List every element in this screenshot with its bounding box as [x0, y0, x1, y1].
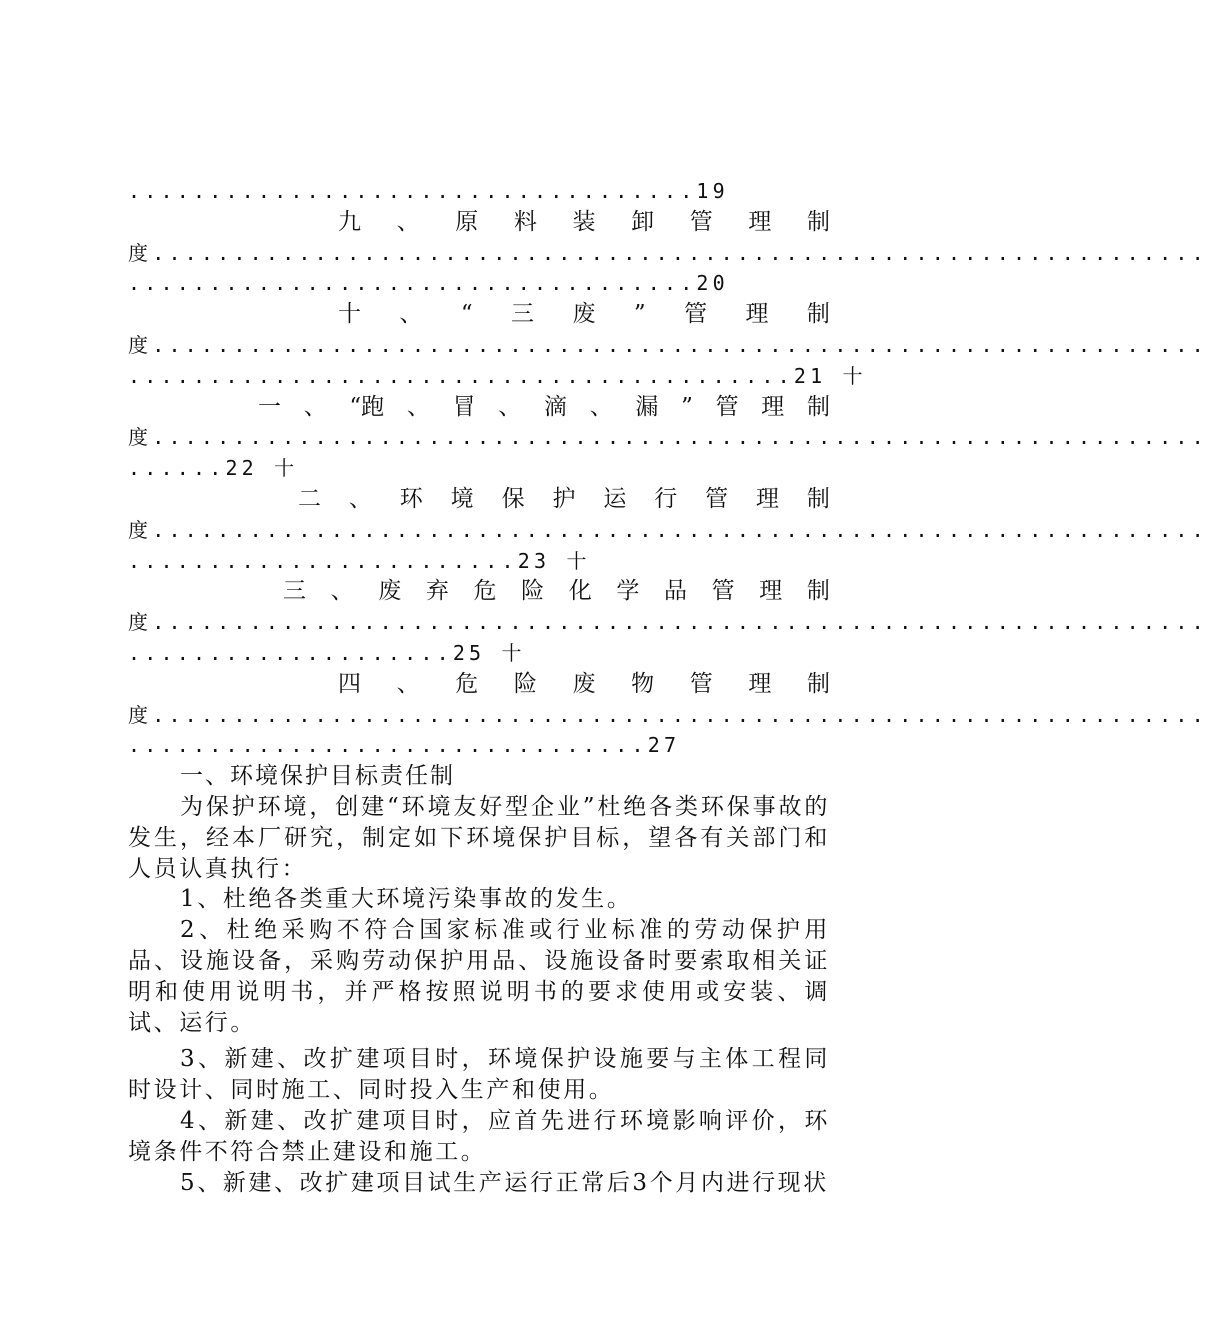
toc-title-char: 危 — [473, 578, 497, 605]
toc-title-char: 管 — [689, 208, 713, 235]
toc-entry-leader: 度................................................................. — [128, 425, 1208, 450]
toc-title-char: 管 — [715, 393, 739, 420]
toc-title-char: 二 — [298, 485, 321, 512]
toc-title-char: 、 — [406, 393, 430, 420]
toc-title-char: 、 — [498, 393, 522, 420]
toc-title-char: 境 — [450, 485, 474, 512]
section-title: 一、环境保护目标责任制 — [180, 763, 455, 790]
toc-title-char: 、 — [399, 301, 423, 328]
toc-title-char: 运 — [603, 485, 627, 512]
toc-title-char: 品 — [664, 578, 687, 605]
toc-title-char: 滴 — [543, 393, 567, 420]
toc-title-char: ” — [633, 301, 646, 328]
toc-title-char: 废 — [572, 670, 596, 697]
toc-entry-leader: 度................................................................. — [128, 240, 1208, 265]
toc-entry-page: ....................25 十 — [128, 640, 526, 665]
toc-entry-page: ...................................20 — [128, 271, 729, 296]
toc-title-char: 制 — [807, 208, 830, 235]
toc-title-char: 废 — [572, 301, 596, 328]
toc-title-char: 理 — [759, 578, 783, 605]
toc-entry-title — [128, 484, 830, 515]
toc-title-char: 、 — [396, 670, 420, 697]
toc-title-char: 管 — [689, 670, 713, 697]
toc-title-char: 冒 — [452, 393, 476, 420]
toc-title-char: 理 — [748, 670, 772, 697]
toc-title-char: 护 — [552, 485, 576, 512]
toc-entry-page: ........................23 十 — [128, 548, 591, 573]
toc-title-char: 险 — [521, 578, 545, 605]
toc-entry-page: .........................................21 十 — [128, 363, 867, 388]
toc-title-char: 险 — [513, 670, 537, 697]
toc-title-char: 、 — [348, 485, 372, 512]
toc-entry-page: ................................27 — [128, 733, 681, 758]
toc-title-char: 九 — [338, 208, 361, 235]
toc-title-char: 装 — [572, 208, 596, 235]
toc-entry-page: ......22 十 — [128, 456, 299, 481]
toc-entry-title — [128, 299, 830, 330]
toc-title-char: 废 — [378, 578, 402, 605]
toc-entry-leader: 度................................................................. — [128, 517, 1208, 542]
toc-title-char: 三 — [283, 578, 306, 605]
toc-title-char: 物 — [631, 670, 655, 697]
toc-title-char: 理 — [745, 301, 769, 328]
document-body — [128, 792, 830, 1198]
toc-entry-title — [128, 392, 830, 423]
toc-title-char: 漏 — [635, 393, 659, 420]
toc-title-char: 原 — [455, 208, 479, 235]
toc-title-char: 化 — [568, 578, 592, 605]
toc-title-char: 、 — [330, 578, 354, 605]
paragraph-item-3: 3、新建、改扩建项目时，环境保护设施要与主体工程同时设计、同时施工、同时投入生产和使用。 — [128, 1046, 830, 1104]
toc-title-char: “跑 — [349, 393, 385, 420]
toc-entry-leader: 度................................................................. — [128, 702, 1208, 727]
toc-title-char: 三 — [511, 301, 535, 328]
toc-title-char: 制 — [807, 670, 830, 697]
toc-title-char: 管 — [705, 485, 729, 512]
toc-title-char: 、 — [589, 393, 613, 420]
toc-title-char: 制 — [806, 393, 830, 420]
toc-title-char: “ — [460, 301, 473, 328]
paragraph-intro: 为保护环境，创建“环境友好型企业”杜绝各类环保事故的发生，经本厂研究，制定如下环境保护目标，望各有关部门和人员认真执行： — [128, 793, 830, 882]
toc-entry-title — [128, 669, 830, 700]
toc-title-char: 管 — [684, 301, 708, 328]
toc-title-char: 制 — [806, 301, 830, 328]
toc-title-char: 制 — [806, 578, 830, 605]
toc-title-char: 十 — [338, 301, 361, 328]
toc-entry-leader: 度................................................................. — [128, 332, 1208, 357]
toc-entry-leader: 度................................................................. — [128, 610, 1208, 635]
paragraph-item-2: 2、杜绝采购不符合国家标准或行业标准的劳动保护用品、设施设备，采购劳动保护用品、设施设备时要索取相关证明和使用说明书，并严格按照说明书的要求使用或安装、调试、运行。 — [128, 917, 830, 1036]
paragraph-item-1: 1、杜绝各类重大环境污染事故的发生。 — [180, 886, 633, 913]
toc-title-char: 理 — [756, 485, 780, 512]
toc-title-char: 四 — [338, 670, 361, 697]
toc-entry-title — [128, 576, 830, 607]
toc-title-char: 、 — [303, 393, 327, 420]
toc-title-char: 管 — [711, 578, 735, 605]
toc-title-char: 卸 — [631, 208, 655, 235]
toc-title-char: 保 — [501, 485, 525, 512]
toc-title-char: 危 — [455, 670, 479, 697]
toc-title-char: 、 — [396, 208, 420, 235]
toc-title-char: 理 — [761, 393, 785, 420]
toc-leader-line: ...................................19 — [128, 179, 729, 203]
paragraph-item-4: 4、新建、改扩建项目时，应首先进行环境影响评价，环境条件不符合禁止建设和施工。 — [128, 1107, 830, 1165]
toc-title-char: ” — [681, 393, 693, 420]
toc-title-char: 料 — [513, 208, 537, 235]
table-of-contents — [128, 176, 1208, 761]
toc-title-char: 理 — [748, 208, 772, 235]
toc-entry-title — [128, 207, 830, 238]
toc-title-char: 行 — [654, 485, 678, 512]
document-page — [128, 176, 1208, 1198]
toc-title-char: 弃 — [425, 578, 449, 605]
paragraph-item-5: 5、新建、改扩建项目试生产运行正常后3个月内进行现状 — [180, 1169, 829, 1196]
toc-title-char: 制 — [806, 485, 830, 512]
toc-title-char: 学 — [616, 578, 640, 605]
toc-title-char: 一 — [258, 393, 281, 420]
toc-title-char: 环 — [399, 485, 423, 512]
